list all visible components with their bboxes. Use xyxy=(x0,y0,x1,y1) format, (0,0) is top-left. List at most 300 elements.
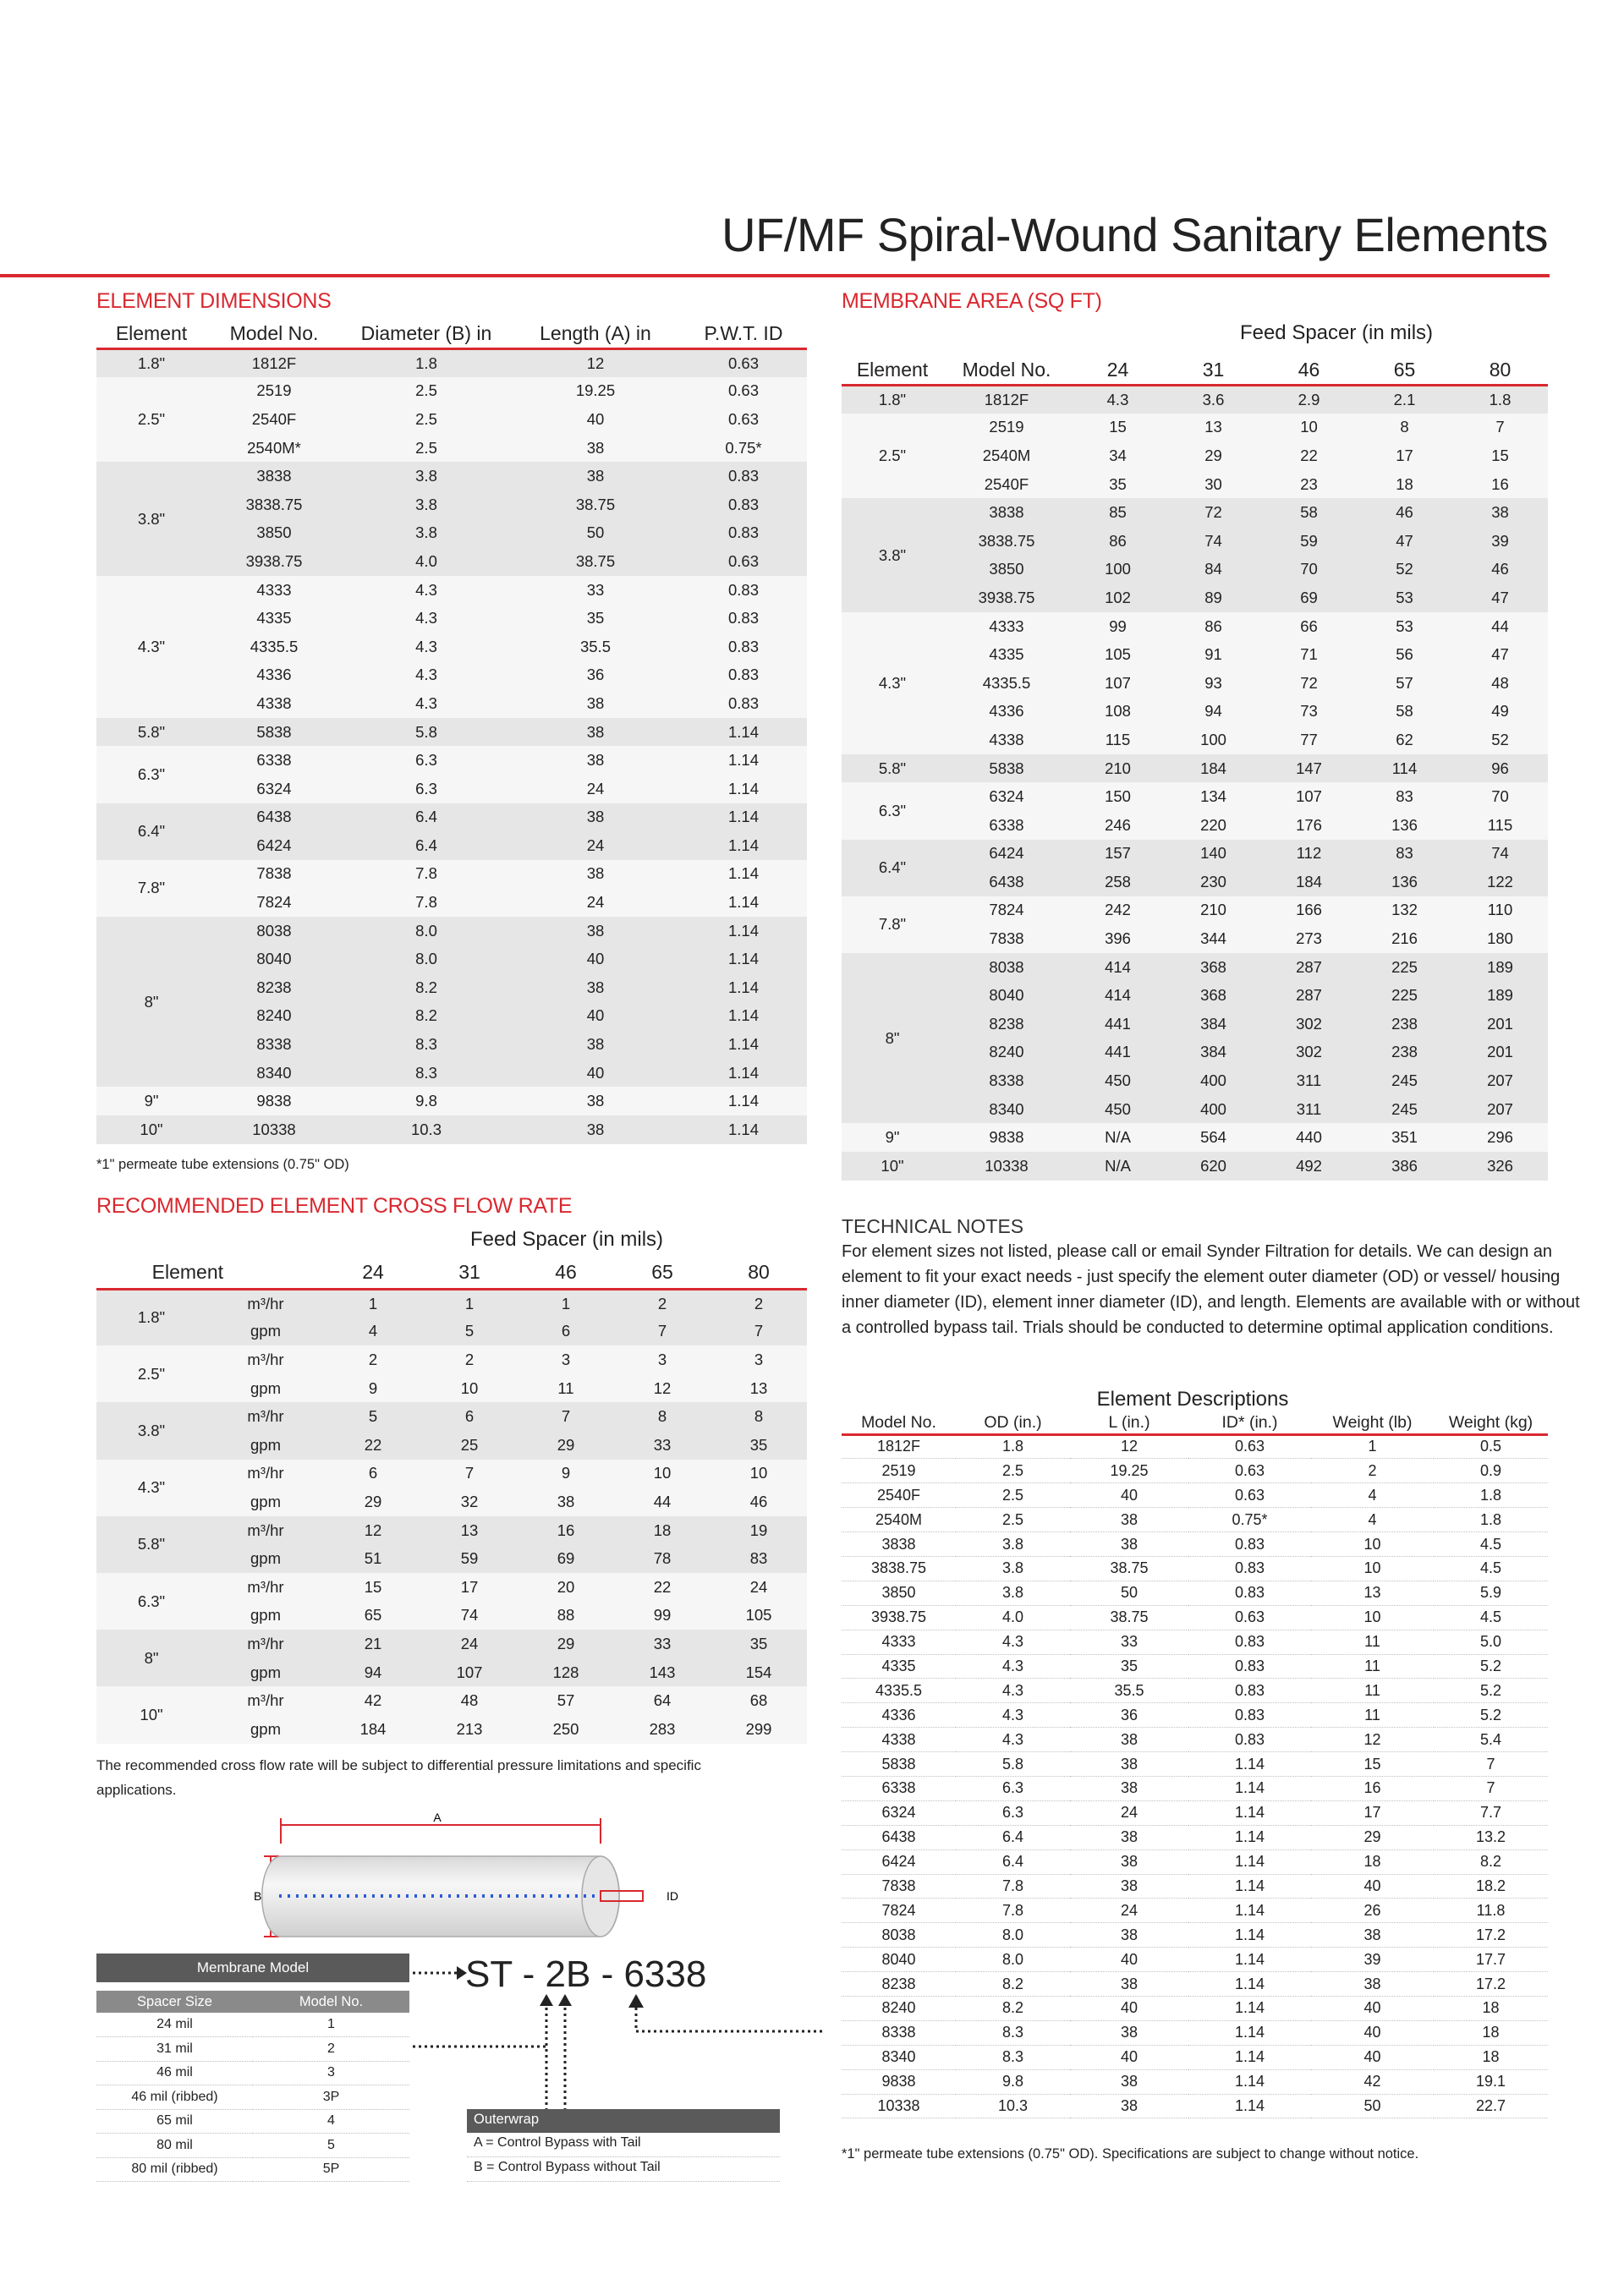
element-size-cell: 5.8" xyxy=(842,754,943,783)
table-cell: 22.7 xyxy=(1434,2094,1548,2118)
table-cell: 400 xyxy=(1166,1066,1261,1095)
table-cell: 93 xyxy=(1166,669,1261,698)
unit-cell: gpm xyxy=(206,1431,325,1460)
table-cell: 38 xyxy=(511,434,680,463)
table-cell: 38 xyxy=(1070,1972,1188,1997)
table-cell: 10 xyxy=(421,1374,518,1403)
table-cell: 7838 xyxy=(842,1874,956,1899)
table-cell: 10 xyxy=(1311,1605,1434,1630)
table-cell: 40 xyxy=(1070,1948,1188,1972)
table-cell: 4 xyxy=(1311,1483,1434,1508)
table-cell: 5.8 xyxy=(342,718,511,747)
table-cell: 0.63 xyxy=(1188,1605,1311,1630)
table-cell: 6424 xyxy=(842,1849,956,1874)
table-row xyxy=(96,1686,807,1715)
table-cell: 2.9 xyxy=(1261,385,1357,414)
table-cell: 62 xyxy=(1357,726,1452,754)
descriptions-footnote: *1" permeate tube extensions (0.75" OD). Specifications are subject to change without notice. xyxy=(842,2146,1419,2162)
membrane-model-heading: Membrane Model xyxy=(96,1954,409,1982)
table-cell: 33 xyxy=(614,1630,710,1658)
table-cell: 48 xyxy=(421,1686,518,1715)
table-cell: 112 xyxy=(1261,840,1357,869)
element-size-cell: 6.3" xyxy=(96,746,206,803)
table-row xyxy=(842,1703,1548,1728)
table-cell: 7 xyxy=(518,1402,614,1431)
table-cell: 0.83 xyxy=(1188,1654,1311,1679)
table-cell: 18 xyxy=(1434,2020,1548,2045)
table-cell: 8 xyxy=(710,1402,807,1431)
table-cell: 7824 xyxy=(206,888,342,917)
table-cell: 1.14 xyxy=(680,1030,807,1059)
table-cell: 1.14 xyxy=(680,917,807,945)
table-cell: 15 xyxy=(1070,414,1166,442)
table-cell: 9838 xyxy=(842,2069,956,2094)
table-cell: 3 xyxy=(253,2061,409,2085)
table-cell: 4.5 xyxy=(1434,1605,1548,1630)
table-cell: 5 xyxy=(325,1402,421,1431)
table-cell: 6324 xyxy=(842,1800,956,1825)
table-cell: 1.14 xyxy=(680,718,807,747)
table-cell: 230 xyxy=(1166,868,1261,896)
table-cell: 91 xyxy=(1166,640,1261,669)
table-cell: 22 xyxy=(614,1573,710,1602)
table-cell: 38 xyxy=(1311,1923,1434,1948)
table-cell: 4.5 xyxy=(1434,1532,1548,1557)
table-cell: 1 xyxy=(253,2013,409,2037)
table-cell: 136 xyxy=(1357,811,1452,840)
table-cell: 0.83 xyxy=(1188,1630,1311,1654)
table-cell: 6.3 xyxy=(342,775,511,803)
table-row xyxy=(96,2061,409,2085)
table-cell: 1.14 xyxy=(1188,1752,1311,1777)
table-cell: 1 xyxy=(421,1289,518,1318)
table-row xyxy=(842,1066,1548,1095)
col-header: Diameter (B) in xyxy=(342,320,511,348)
table-row xyxy=(842,1123,1548,1152)
table-cell: 110 xyxy=(1452,896,1548,925)
table-cell: 64 xyxy=(614,1686,710,1715)
unit-cell: gpm xyxy=(206,1488,325,1516)
table-row xyxy=(842,1581,1548,1605)
table-cell: 6.4 xyxy=(342,803,511,832)
model-code: ST - 2B - 6338 xyxy=(465,1954,707,1995)
table-cell: 46 mil (ribbed) xyxy=(96,2085,253,2110)
table-cell: 3 xyxy=(710,1345,807,1374)
table-cell: 1.14 xyxy=(1188,1800,1311,1825)
area-spacer-label: Feed Spacer (in mils) xyxy=(1239,321,1434,344)
col-header: 24 xyxy=(325,1260,421,1289)
element-size-cell: 10" xyxy=(96,1686,206,1743)
table-cell: 396 xyxy=(1070,924,1166,953)
table-cell: 302 xyxy=(1261,1010,1357,1038)
table-row xyxy=(842,868,1548,896)
table-cell: 19 xyxy=(710,1516,807,1545)
table-cell: 368 xyxy=(1166,981,1261,1010)
table-cell: 8240 xyxy=(206,1002,342,1031)
table-cell: 6.4 xyxy=(342,831,511,860)
table-cell: 96 xyxy=(1452,754,1548,783)
label-b: B xyxy=(254,1889,262,1903)
table-cell: 78 xyxy=(614,1544,710,1573)
table-cell: 100 xyxy=(1070,556,1166,584)
table-cell: 7.8 xyxy=(956,1874,1070,1899)
table-row xyxy=(842,1434,1548,1459)
table-cell: 114 xyxy=(1357,754,1452,783)
unit-cell: gpm xyxy=(206,1658,325,1687)
table-row xyxy=(842,1508,1548,1532)
table-cell: 33 xyxy=(614,1431,710,1460)
table-cell: 450 xyxy=(1070,1095,1166,1124)
table-cell: 0.83 xyxy=(1188,1532,1311,1557)
table-cell: 246 xyxy=(1070,811,1166,840)
table-cell: 351 xyxy=(1357,1123,1452,1152)
table-cell: 29 xyxy=(325,1488,421,1516)
table-cell: 1.14 xyxy=(680,831,807,860)
table-cell: 5 xyxy=(253,2134,409,2158)
table-cell: 1.14 xyxy=(1188,1825,1311,1849)
table-cell: 2 xyxy=(1311,1459,1434,1483)
table-cell: 6.4 xyxy=(956,1849,1070,1874)
table-row xyxy=(842,1776,1548,1800)
table-cell: 35 xyxy=(1070,1654,1188,1679)
table-cell: 4 xyxy=(253,2109,409,2134)
table-cell: 10338 xyxy=(206,1115,342,1144)
table-cell: 2.5 xyxy=(342,377,511,406)
table-cell: 38 xyxy=(511,746,680,775)
table-cell: 80 mil xyxy=(96,2134,253,2158)
table-row xyxy=(842,1972,1548,1997)
table-cell: 0.75* xyxy=(1188,1508,1311,1532)
table-cell: 1.14 xyxy=(1188,2069,1311,2094)
table-cell: 38 xyxy=(1070,1776,1188,1800)
element-size-cell: 6.3" xyxy=(842,782,943,839)
table-cell: 29 xyxy=(518,1630,614,1658)
membrane-area-table xyxy=(842,356,1548,1181)
element-size-cell: 3.8" xyxy=(842,498,943,611)
table-row xyxy=(842,2069,1548,2094)
table-row xyxy=(842,2045,1548,2069)
table-cell: 8038 xyxy=(943,953,1070,982)
table-cell: 166 xyxy=(1261,896,1357,925)
table-cell: 40 xyxy=(511,405,680,434)
table-cell: 4336 xyxy=(842,1703,956,1728)
table-cell: 6424 xyxy=(206,831,342,860)
table-cell: 19.25 xyxy=(511,377,680,406)
table-cell: 3.8 xyxy=(956,1581,1070,1605)
table-row xyxy=(842,385,1548,414)
table-cell: 57 xyxy=(518,1686,614,1715)
table-cell: 65 mil xyxy=(96,2109,253,2134)
table-cell: 8338 xyxy=(842,2020,956,2045)
table-cell: 38.75 xyxy=(1070,1605,1188,1630)
col-header: Weight (lb) xyxy=(1311,1412,1434,1434)
table-row xyxy=(842,1152,1548,1181)
table-cell: 17.7 xyxy=(1434,1948,1548,1972)
table-cell: 1.14 xyxy=(1188,1899,1311,1923)
table-cell: 38 xyxy=(511,718,680,747)
table-cell: 38 xyxy=(511,1030,680,1059)
table-cell: 83 xyxy=(710,1544,807,1573)
table-cell: 1.14 xyxy=(1188,1948,1311,1972)
col-header: 31 xyxy=(421,1260,518,1289)
table-cell: 5838 xyxy=(943,754,1070,783)
table-row xyxy=(842,1010,1548,1038)
table-cell: 7824 xyxy=(842,1899,956,1923)
table-cell: 38 xyxy=(1070,1728,1188,1752)
table-cell: 2519 xyxy=(206,377,342,406)
table-row xyxy=(842,1556,1548,1581)
table-cell: 238 xyxy=(1357,1010,1452,1038)
element-size-cell: 4.3" xyxy=(96,1460,206,1516)
table-cell: 3.6 xyxy=(1166,385,1261,414)
table-cell: 8.3 xyxy=(342,1030,511,1059)
table-cell: 5P xyxy=(253,2157,409,2182)
table-row xyxy=(96,2013,409,2037)
table-cell: 3838 xyxy=(206,462,342,490)
table-row xyxy=(842,1996,1548,2020)
table-cell: 302 xyxy=(1261,1038,1357,1067)
table-cell: 1.8 xyxy=(1452,385,1548,414)
table-cell: 47 xyxy=(1452,640,1548,669)
table-row xyxy=(842,1800,1548,1825)
col-header: Element xyxy=(842,356,943,385)
col-header: Model No. xyxy=(206,320,342,348)
table-cell: 5.4 xyxy=(1434,1728,1548,1752)
table-cell: 52 xyxy=(1452,726,1548,754)
table-cell: 8.3 xyxy=(956,2020,1070,2045)
table-cell: 8238 xyxy=(842,1972,956,1997)
table-cell: 24 xyxy=(1070,1800,1188,1825)
table-cell: 6438 xyxy=(842,1825,956,1849)
outerwrap-heading: Outerwrap xyxy=(467,2109,780,2133)
table-cell: 1.14 xyxy=(680,1002,807,1031)
table-cell: 0.83 xyxy=(1188,1581,1311,1605)
table-cell: 10 xyxy=(710,1460,807,1488)
table-cell: 38.75 xyxy=(1070,1556,1188,1581)
table-row xyxy=(842,1038,1548,1067)
table-cell: 9.8 xyxy=(956,2069,1070,2094)
table-cell: 3.8 xyxy=(956,1532,1070,1557)
table-cell: 4 xyxy=(1311,1508,1434,1532)
table-cell: 99 xyxy=(614,1602,710,1630)
table-cell: 32 xyxy=(421,1488,518,1516)
unit-cell: gpm xyxy=(206,1318,325,1346)
table-cell: 22 xyxy=(1261,441,1357,470)
table-cell: 6.4 xyxy=(956,1825,1070,1849)
table-cell: 46 xyxy=(1452,556,1548,584)
element-descriptions-table xyxy=(842,1412,1548,2118)
table-cell: 39 xyxy=(1311,1948,1434,1972)
table-cell: 7 xyxy=(614,1318,710,1346)
table-row xyxy=(842,726,1548,754)
table-cell: 2540F xyxy=(206,405,342,434)
table-cell: 2540M* xyxy=(206,434,342,463)
table-cell: 134 xyxy=(1166,782,1261,811)
unit-cell: m³/hr xyxy=(206,1686,325,1715)
table-cell: 207 xyxy=(1452,1095,1548,1124)
table-row xyxy=(842,896,1548,925)
col-header: L (in.) xyxy=(1070,1412,1188,1434)
table-cell: 326 xyxy=(1452,1152,1548,1181)
table-cell: 3850 xyxy=(206,519,342,548)
table-cell: 492 xyxy=(1261,1152,1357,1181)
table-cell: 74 xyxy=(1166,527,1261,556)
table-cell: 74 xyxy=(421,1602,518,1630)
table-cell: 216 xyxy=(1357,924,1452,953)
table-cell: 7 xyxy=(1434,1752,1548,1777)
unit-cell: m³/hr xyxy=(206,1289,325,1318)
table-cell: 13 xyxy=(1166,414,1261,442)
table-cell: 4335.5 xyxy=(206,633,342,661)
table-cell: 210 xyxy=(1070,754,1166,783)
table-cell: 0.63 xyxy=(1188,1459,1311,1483)
table-row xyxy=(96,1115,807,1144)
table-cell: 53 xyxy=(1357,612,1452,641)
table-cell: 0.63 xyxy=(1188,1434,1311,1459)
title-rule xyxy=(0,274,1550,277)
table-cell: 46 mil xyxy=(96,2061,253,2085)
table-cell: 38 xyxy=(1070,1508,1188,1532)
col-header: 65 xyxy=(1357,356,1452,385)
element-descriptions-title: Element Descriptions xyxy=(1096,1388,1289,1411)
table-cell: 13 xyxy=(1311,1581,1434,1605)
table-cell: 17 xyxy=(1311,1800,1434,1825)
col-header: 24 xyxy=(1070,356,1166,385)
table-cell: 2 xyxy=(253,2037,409,2062)
table-row xyxy=(96,718,807,747)
table-cell: 147 xyxy=(1261,754,1357,783)
table-cell: 0.63 xyxy=(680,405,807,434)
element-size-cell: 6.4" xyxy=(842,840,943,896)
table-cell: 0.5 xyxy=(1434,1434,1548,1459)
table-cell: 35 xyxy=(710,1431,807,1460)
col-header: 65 xyxy=(614,1260,710,1289)
table-cell: 184 xyxy=(325,1715,421,1744)
table-row xyxy=(842,840,1548,869)
outerwrap-option: A = Control Bypass with Tail xyxy=(467,2133,780,2157)
table-cell: 283 xyxy=(614,1715,710,1744)
unit-cell: gpm xyxy=(206,1715,325,1744)
element-size-cell: 1.8" xyxy=(96,348,206,377)
table-cell: 4.5 xyxy=(1434,1556,1548,1581)
table-cell: 36 xyxy=(1070,1703,1188,1728)
col-header: Model No. xyxy=(253,1991,409,2013)
table-cell: 7 xyxy=(1434,1776,1548,1800)
table-cell: 6 xyxy=(325,1460,421,1488)
table-cell: 1.8 xyxy=(342,348,511,377)
table-row xyxy=(96,803,807,832)
table-cell: 58 xyxy=(1261,498,1357,527)
table-cell: 40 xyxy=(511,1059,680,1088)
element-size-cell: 1.8" xyxy=(842,385,943,414)
table-cell: 40 xyxy=(1311,2020,1434,2045)
table-cell: 18 xyxy=(1434,2045,1548,2069)
table-cell: 1812F xyxy=(206,348,342,377)
table-cell: 12 xyxy=(1311,1728,1434,1752)
table-cell: 1.14 xyxy=(680,1087,807,1115)
table-cell: 9 xyxy=(518,1460,614,1488)
table-cell: 24 xyxy=(511,888,680,917)
table-row xyxy=(842,953,1548,982)
table-row xyxy=(842,811,1548,840)
table-row xyxy=(96,2085,409,2110)
table-cell: 6424 xyxy=(943,840,1070,869)
table-cell: 0.83 xyxy=(1188,1556,1311,1581)
table-cell: 70 xyxy=(1452,782,1548,811)
element-size-cell: 9" xyxy=(842,1123,943,1152)
table-cell: 0.83 xyxy=(680,633,807,661)
table-cell: 122 xyxy=(1452,868,1548,896)
table-cell: 7838 xyxy=(943,924,1070,953)
table-cell: 7 xyxy=(710,1318,807,1346)
table-cell: 20 xyxy=(518,1573,614,1602)
table-cell: 7.8 xyxy=(342,860,511,889)
table-cell: 53 xyxy=(1357,584,1452,612)
element-diagram xyxy=(228,1810,702,1954)
table-cell: 0.63 xyxy=(680,547,807,576)
table-cell: 3.8 xyxy=(956,1556,1070,1581)
table-cell: 51 xyxy=(325,1544,421,1573)
element-size-cell: 10" xyxy=(96,1115,206,1144)
table-cell: 4338 xyxy=(842,1728,956,1752)
table-cell: 7.8 xyxy=(956,1899,1070,1923)
element-size-cell: 6.4" xyxy=(96,803,206,860)
element-size-cell: 9" xyxy=(96,1087,206,1115)
table-cell: 2540M xyxy=(842,1508,956,1532)
table-cell: 26 xyxy=(1311,1899,1434,1923)
col-header: Element xyxy=(96,320,206,348)
table-cell: 40 xyxy=(1311,2045,1434,2069)
table-cell: 6.3 xyxy=(956,1776,1070,1800)
table-cell: 386 xyxy=(1357,1152,1452,1181)
element-size-cell: 3.8" xyxy=(96,1402,206,1459)
table-row xyxy=(96,1345,807,1374)
table-cell: 414 xyxy=(1070,981,1166,1010)
element-size-cell: 5.8" xyxy=(96,718,206,747)
table-cell: 5838 xyxy=(842,1752,956,1777)
table-cell: 0.83 xyxy=(680,604,807,633)
table-cell: 8340 xyxy=(943,1095,1070,1124)
table-cell: 71 xyxy=(1261,640,1357,669)
table-cell: 21 xyxy=(325,1630,421,1658)
table-cell: 107 xyxy=(421,1658,518,1687)
table-cell: 1.8 xyxy=(1434,1508,1548,1532)
table-cell: 89 xyxy=(1166,584,1261,612)
table-cell: 108 xyxy=(1070,698,1166,726)
table-cell: 6.3 xyxy=(342,746,511,775)
element-size-cell: 10" xyxy=(842,1152,943,1181)
col-header: Element xyxy=(96,1260,325,1289)
table-row xyxy=(842,1728,1548,1752)
table-cell: 10.3 xyxy=(956,2094,1070,2118)
table-cell: 4.0 xyxy=(342,547,511,576)
table-cell: 0.63 xyxy=(680,377,807,406)
table-cell: 5 xyxy=(421,1318,518,1346)
table-cell: 450 xyxy=(1070,1066,1166,1095)
table-cell: 1.14 xyxy=(680,775,807,803)
table-row xyxy=(842,414,1548,442)
table-cell: 10 xyxy=(1311,1556,1434,1581)
table-cell: 157 xyxy=(1070,840,1166,869)
table-cell: 3838 xyxy=(943,498,1070,527)
element-size-cell: 4.3" xyxy=(96,576,206,718)
table-cell: 4.3 xyxy=(342,633,511,661)
col-header: 46 xyxy=(1261,356,1357,385)
table-cell: 38 xyxy=(1070,2094,1188,2118)
table-cell: 384 xyxy=(1166,1038,1261,1067)
table-cell: 16 xyxy=(518,1516,614,1545)
table-row xyxy=(842,612,1548,641)
